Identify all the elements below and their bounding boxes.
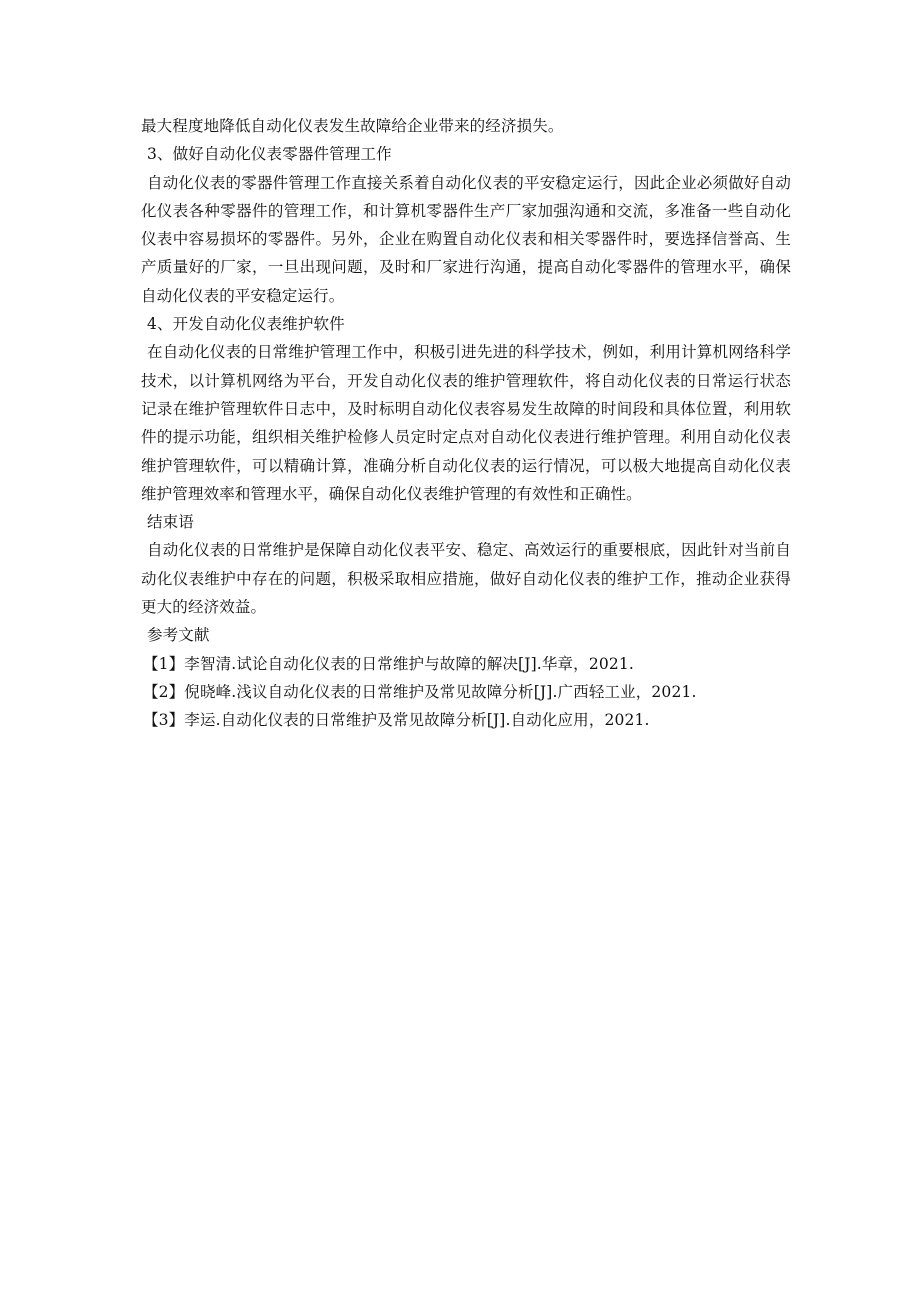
conclusion-heading: 结束语 — [147, 513, 194, 532]
reference-item-3: 【3】李运.自动化仪表的日常维护及常见故障分析[J].自动化应用，2021. — [143, 711, 650, 730]
paragraph-parts-management: 自动化仪表的零器件管理工作直接关系着自动化仪表的平安稳定运行，因此企业必须做好自动化仪表各种零器件的管理工作，和计算机零器件生产厂家加强沟通和交流，多准备一些自动化仪表中容易损坏的零器件。另外，企业在购置自动化仪表和相关零器件时，要选择信誉高、生产质量好的厂家，一旦出现问题，及时和厂家进行沟通，提高自动化零器件的管理水平，确保自动化仪表的平安稳定运行。 — [141, 173, 791, 305]
reference-item-2: 【2】倪晓峰.浅议自动化仪表的日常维护及常见故障分析[J].广西轻工业，2021. — [143, 682, 697, 701]
paragraph-conclusion: 自动化仪表的日常维护是保障自动化仪表平安、稳定、高效运行的重要根底，因此针对当前自动化仪表维护中存在的问题，积极采取相应措施，做好自动化仪表的维护工作，推动企业获得更大的经济效益。 — [141, 541, 791, 617]
section-heading-4: 4、开发自动化仪表维护软件 — [147, 315, 345, 334]
paragraph-closing-sentence: 最大程度地降低自动化仪表发生故障给企业带来的经济损失。 — [141, 117, 564, 135]
paragraph-maintenance-software: 在自动化仪表的日常维护管理工作中，积极引进先进的科学技术，例如，利用计算机网络科学技术，以计算机网络为平台，开发自动化仪表的维护管理软件，将自动化仪表的日常运行状态记录在维护管理软件日志中，及时标明自动化仪表容易发生故障的时间段和具体位置，利用软件的提示功能，组织相关维护检修人员定时定点对自动化仪表进行维护管理。利用自动化仪表维护管理软件，可以精确计算，准确分析自动化仪表的运行情况，可以极大地提高自动化仪表维护管理效率和管理水平，确保自动化仪表维护管理的有效性和正确性。 — [141, 343, 791, 503]
references-heading: 参考文献 — [147, 626, 210, 645]
reference-item-1: 【1】李智清.试论自动化仪表的日常维护与故障的解决[J].华章，2021. — [143, 654, 634, 673]
document-body — [141, 112, 791, 735]
section-heading-3: 3、做好自动化仪表零器件管理工作 — [147, 145, 392, 164]
